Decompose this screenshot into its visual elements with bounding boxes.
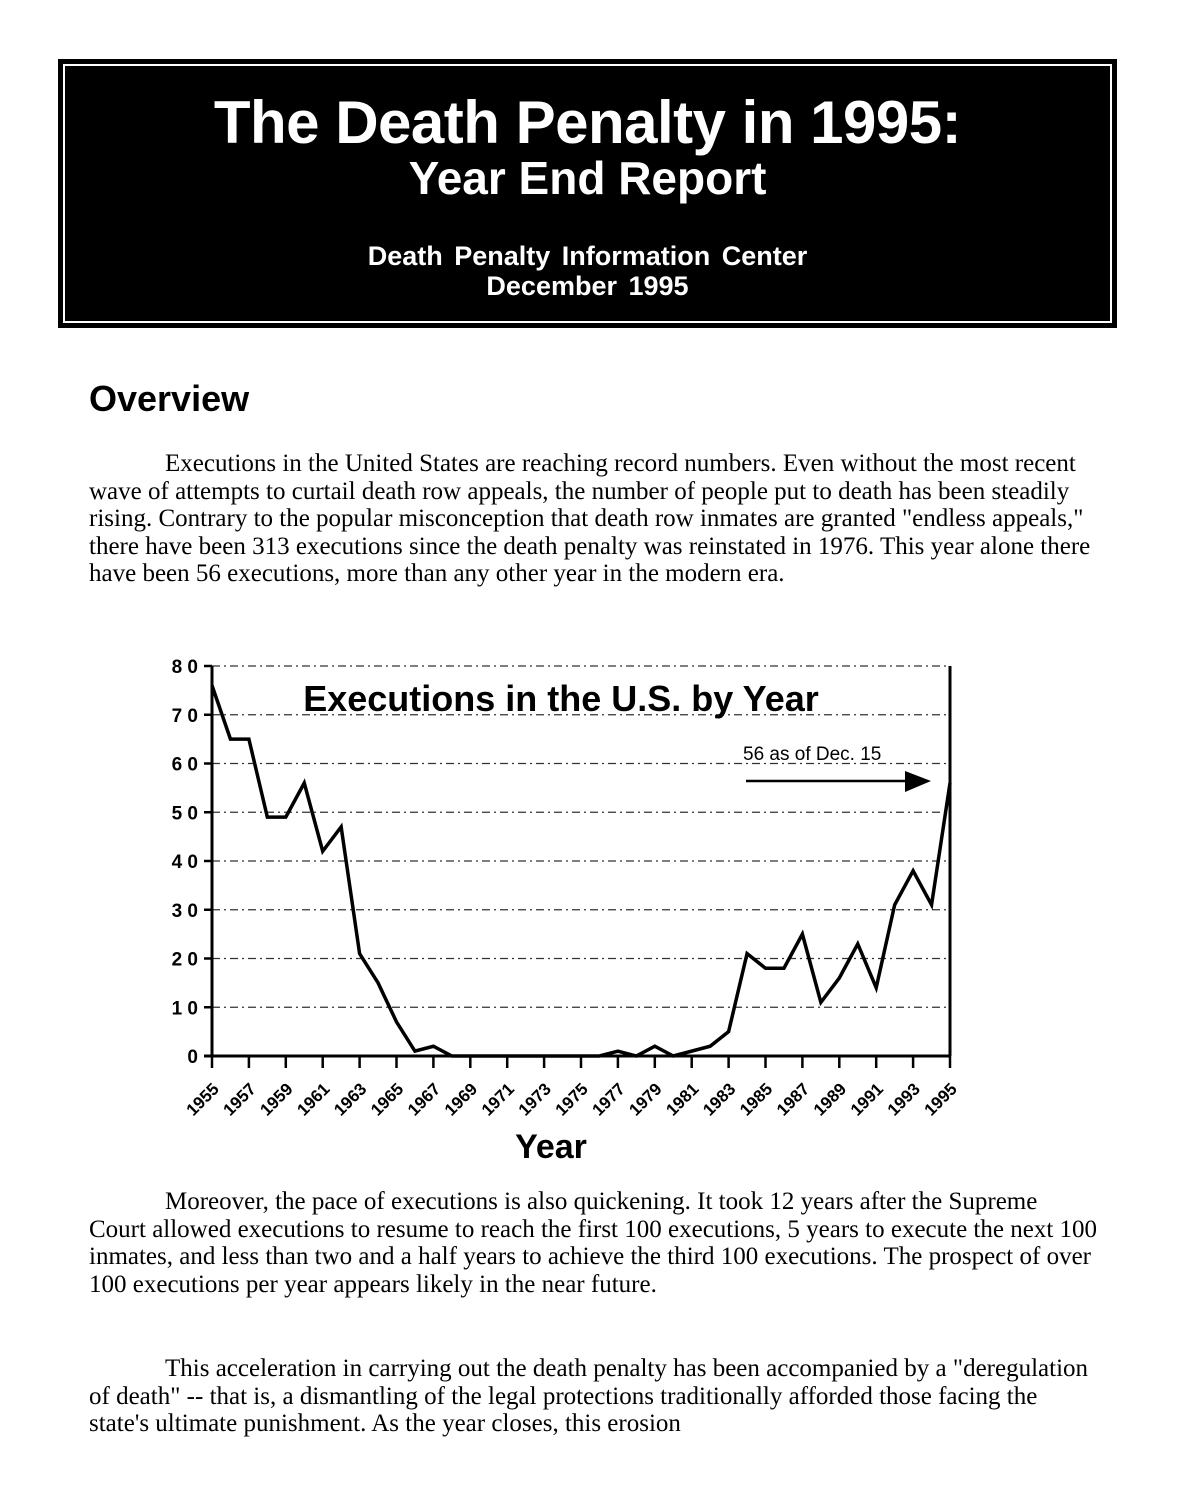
y-tick-label: 1 0 [171,998,198,1020]
x-tick-label: 1965 [367,1079,408,1120]
x-tick-label: 1961 [293,1079,334,1120]
x-tick-label: 1979 [625,1079,666,1120]
paragraph-1: Executions in the United States are reaching record numbers. Even without the most recent wave of attempts to curtail death row appeals, the number of people put to death has been steadily rising. Contrary to the popular misconception that death row inmates are granted "endless appeals," there have been 313 executions since the death penalty was reinstated in 1976. This year alone there have been 56 executions, more than any other year in the modern era. [89,450,1091,587]
x-tick-label: 1973 [514,1079,555,1120]
banner-inner-border [63,64,1112,323]
x-tick-label: 1985 [736,1079,777,1120]
x-tick-label: 1993 [883,1079,924,1120]
paragraph-2: Moreover, the pace of executions is also quickening. It took 12 years after the Supreme Court allowed executions to resume to reach the first 100 executions, 5 years to execute the next 100 inmates, and less than two and a half years to achieve the third 100 executions. The prospect of over 100 executions per year appears likely in the near future. [89,1188,1098,1298]
organization-name: Death Penalty Information Center [367,241,808,271]
x-tick-label: 1983 [699,1079,740,1120]
y-axis-ticks [172,657,212,1068]
x-tick-label: 1955 [182,1079,223,1120]
y-tick-label: 4 0 [171,852,198,873]
x-tick-label: 1959 [256,1079,297,1120]
y-tick-label: 6 0 [171,754,198,776]
x-tick-label: 1987 [773,1079,814,1120]
x-tick-label: 1991 [846,1079,888,1120]
paragraph-3: This acceleration in carrying out the death penalty has been accompanied by a "deregulation of death" -- that is, a dismantling of the legal protections traditionally afforded those facing the state's ultimate punishment. As the year closes, this erosion [89,1355,1089,1437]
report-subtitle: Year End Report [408,152,767,204]
chart-title: Executions in the U.S. by Year [303,678,819,719]
y-tick-label: 7 0 [171,705,198,727]
y-tick-label: 5 0 [171,803,198,825]
x-tick-label: 1967 [404,1079,445,1120]
y-tick-label: 3 0 [171,900,198,922]
x-tick-label: 1971 [477,1079,519,1120]
x-axis-label: Year [515,1128,587,1166]
x-tick-label: 1995 [920,1079,961,1120]
title-banner [58,59,1117,328]
x-tick-label: 1975 [551,1079,592,1120]
chart-annotation: 56 as of Dec. 15 [743,744,882,765]
y-tick-label: 0 [187,1047,198,1068]
y-tick-label: 8 0 [171,657,198,678]
executions-chart [150,650,990,1170]
x-axis-ticks [183,1056,961,1120]
x-tick-label: 1977 [588,1079,629,1120]
series-line-executions [212,686,950,1057]
x-tick-label: 1981 [662,1079,703,1120]
report-date: December 1995 [486,271,689,301]
x-tick-label: 1969 [440,1079,482,1120]
x-tick-label: 1957 [219,1079,260,1120]
report-title: The Death Penalty in 1995: [213,89,962,156]
data-points [212,685,950,1056]
x-tick-label: 1989 [809,1079,851,1120]
annotation-arrow-icon [746,771,931,792]
section-heading-overview: Overview [89,378,250,419]
x-tick-label: 1963 [330,1079,371,1120]
y-tick-label: 2 0 [171,949,198,971]
